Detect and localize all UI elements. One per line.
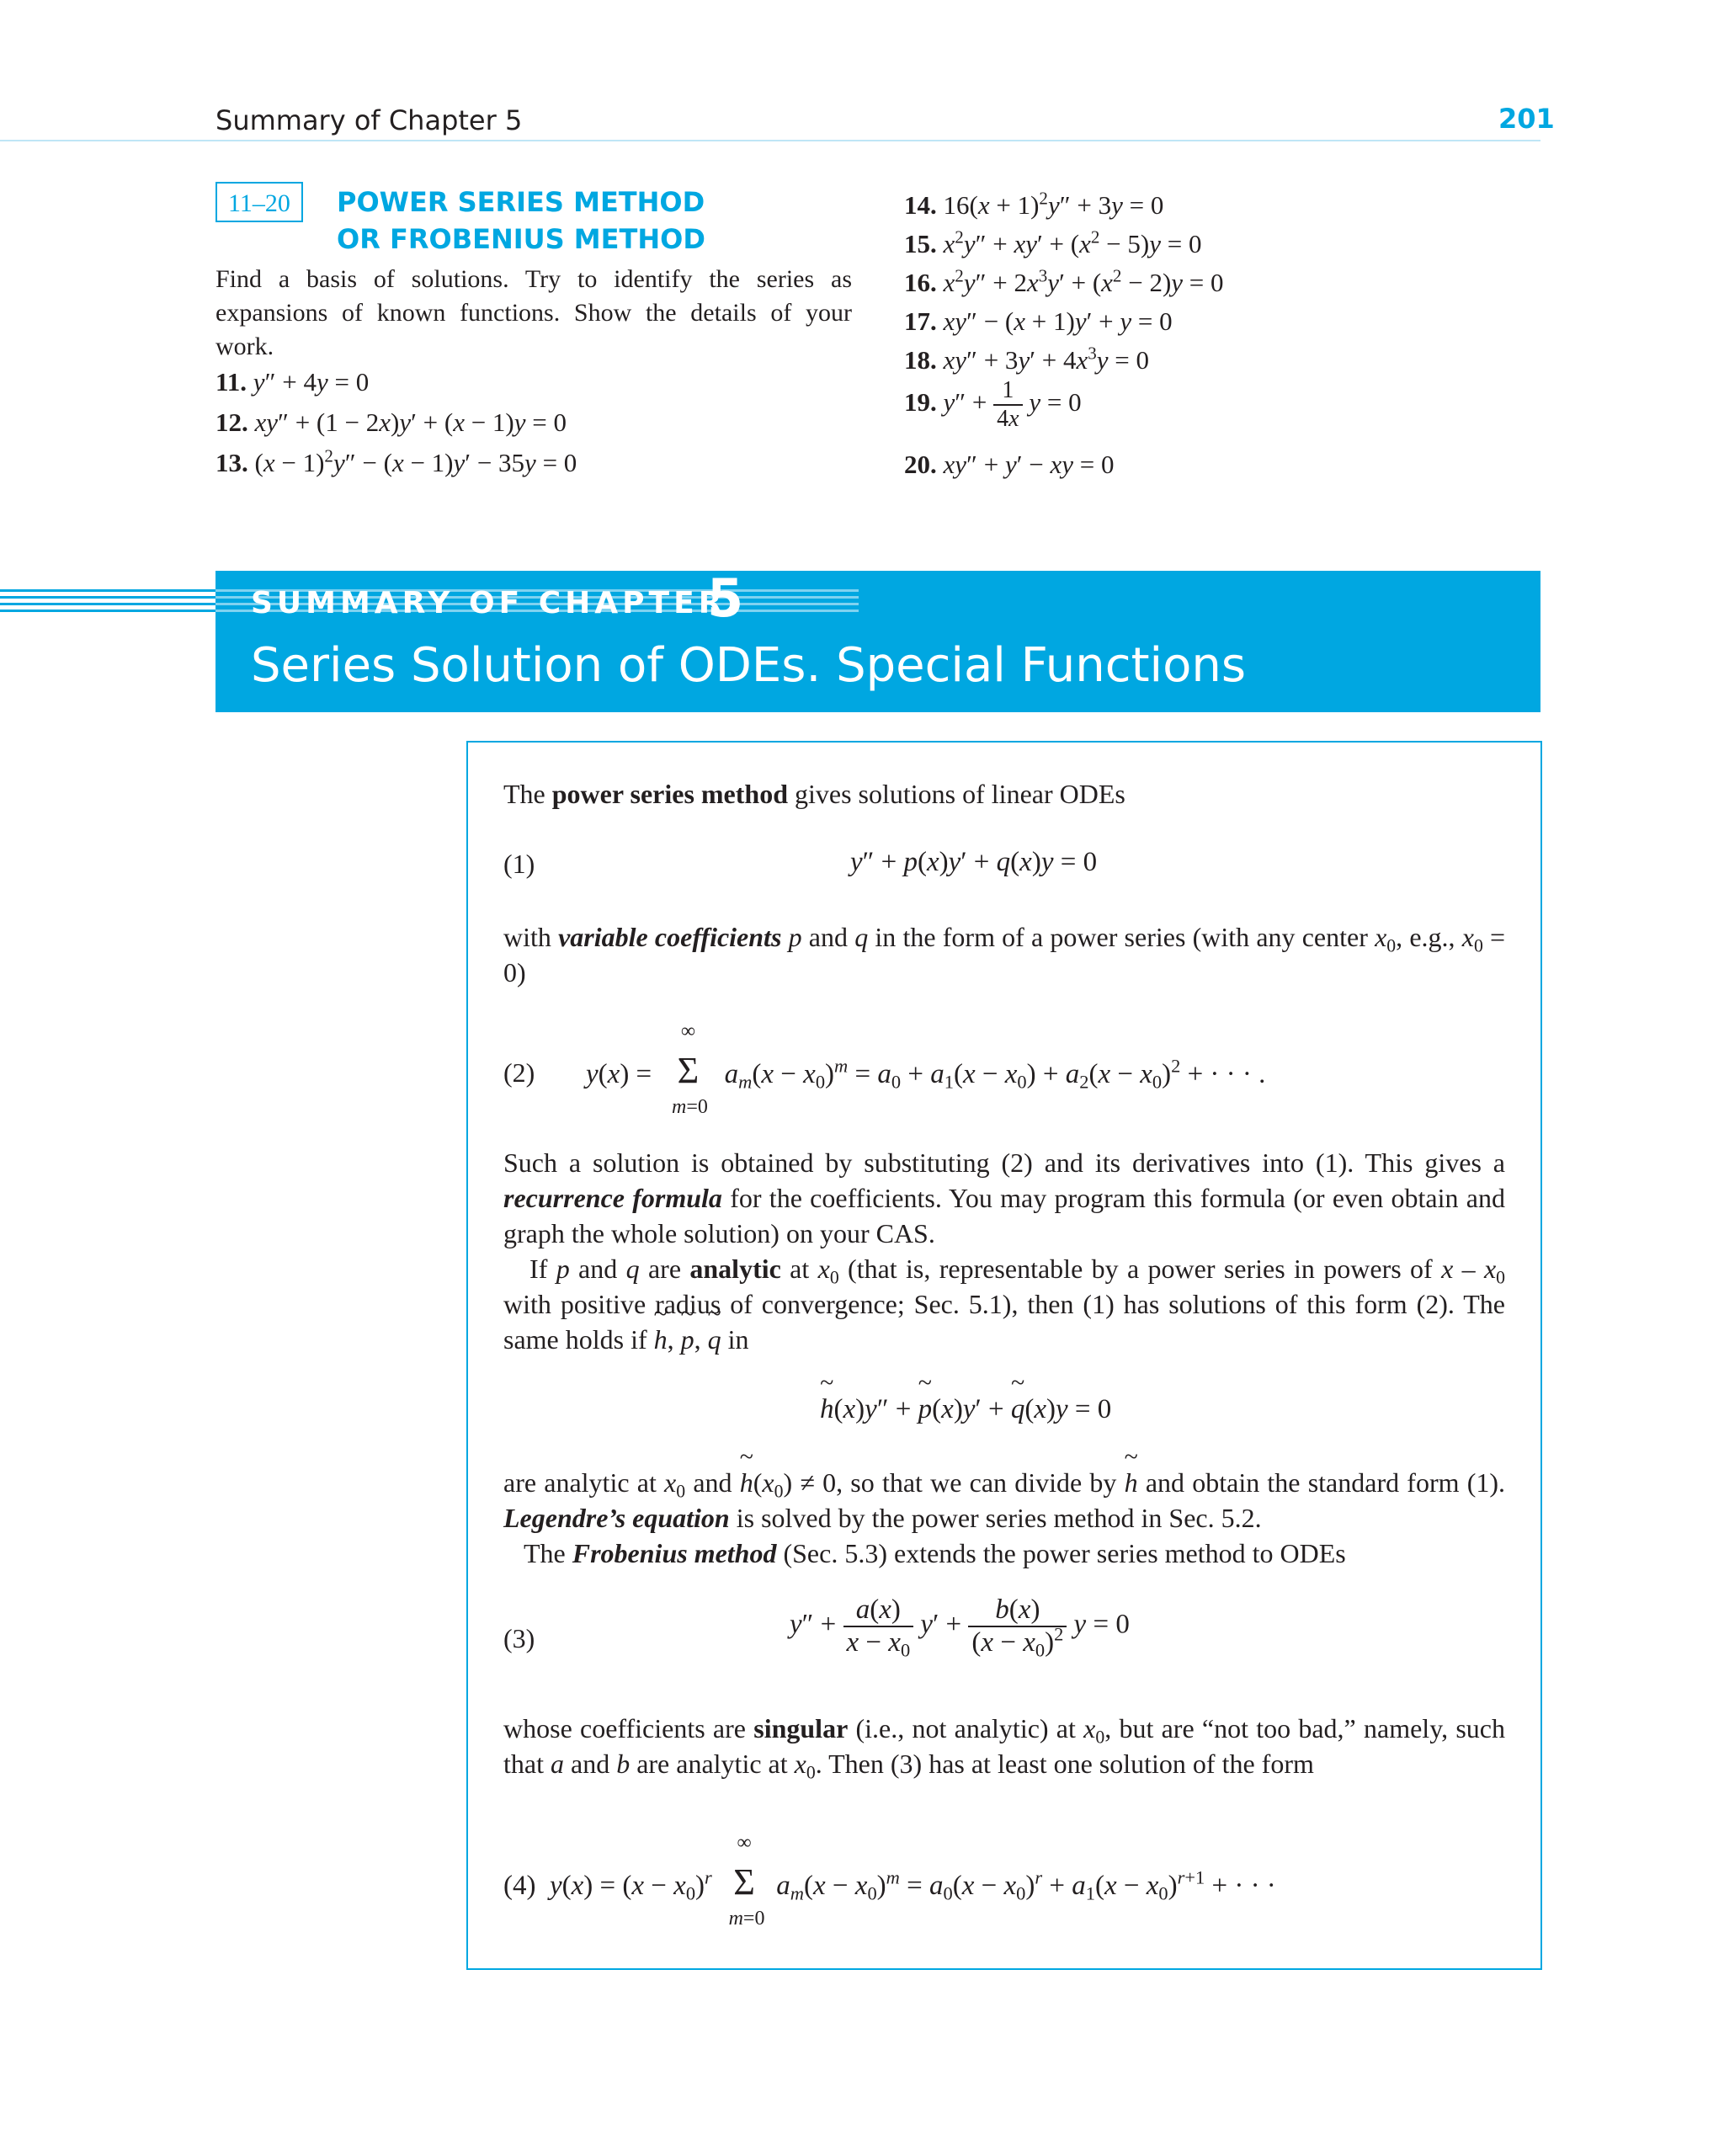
problem-19: 19. y″ + $\frac{1}{4x}$ y = 0 [904,377,1082,432]
legendre-paragraph: are analytic at $x_0$ and ~ $h(x_0) \ne 0$, so that we can divide by ~ h and obtain the standard form (1). Legendre’s equation is solved by the power series method in Sec. 5.2. The Frobenius method (Sec. 5.3) extends the power series method to ODEs [503,1465,1505,1571]
equation-4: (4) $y(x) = (x - x_0)^r$ ∞ Σ m=0 $a_m(x - x_0)^m = a_0(x - x_0)^r + a_1(x - x_0)^{r+1}$ + · · · [503,1832,1276,1930]
problem-heading-line1: POWER SERIES METHOD [337,186,705,218]
chapter-title: Series Solution of ODEs. Special Functions [251,638,1247,693]
singular-paragraph: whose coefficients are singular (i.e., not analytic) at $x_0$, but are “not too bad,” namely, such that a and b are analytic at $x_0$. Then (3) has at least one solution of the form [503,1713,1506,1783]
running-head: Summary of Chapter 5 [216,104,523,136]
eq4-label: (4) [503,1871,536,1901]
problem-heading-line2: OR FROBENIUS METHOD [337,223,705,255]
problem-16: 16. $x^2y'' + 2x^3y' + (x^2 - 2)y = 0$ [904,265,1224,297]
equation-tilde: ~ h(x)y″ + ~ p(x)y′ + ~ q(x)y = 0 [820,1394,1111,1425]
problem-12: 12. xy″ + (1 − 2x)y′ + (x − 1)y = 0 [216,407,567,437]
variable-coefficients-text: with variable coefficients p and q in the form of a power series (with any center $x_0$, e.g., $x_0 = 0$) [503,922,1506,988]
problem-range-box: 11–20 [216,182,303,222]
problem-15: 15. $x^2y'' + xy' + (x^2 - 5)y = 0$ [904,226,1202,258]
eq2-label: (2) [503,1057,535,1088]
problem-13: 13. $(x - 1)^2y'' - (x - 1)y' - 35y = 0$ [216,445,577,477]
eq3-label: (3) [503,1623,535,1653]
equation-3: y″ + $\frac{a(x)}{x - x_0}$ y′ + $\frac{b(x)}{(x - x_0)^2}$ y = 0 [790,1594,1130,1661]
page-number: 201 [1498,103,1555,135]
equation-2: y(x) = ∞ Σ m=0 $a_m(x - x_0)^m = a_0 + a_1(x - x_0) + a_2(x - x_0)^2$ + · · · . [586,1020,1266,1118]
problem-14: 14. $16(x + 1)^2y'' + 3y = 0$ [904,188,1164,220]
recurrence-paragraph: Such a solution is obtained by substituting (2) and its derivatives into (1). This gives a recurrence formula for the coefficients. You may program this formula (or even obtain and graph the whole solution) on your CAS. If p and q are analytic at $x_0$ (that is, representable by a power series in powers of x – $x_0$ with positive radius of convergence; Sec. 5.1), then (1) has solutions of this form (2). The same holds if ~ h, ~ p, ~ q in [503,1145,1505,1357]
problem-instructions: Find a basis of solutions. Try to identify the series as expansions of known functions. Show the details of your work. [216,265,852,360]
problem-11: 11. y″ + 4y = 0 [216,367,370,397]
problem-20: 20. xy″ + y′ − xy = 0 [904,450,1115,479]
problem-18: 18. $xy'' + 3y' + 4x^3y = 0$ [904,343,1150,375]
header-rule [0,140,1540,141]
problem-set-heading [337,184,705,258]
chapter-summary-label: SUMMARY OF CHAPTER [251,586,726,620]
problem-17: 17. xy″ − (x + 1)y′ + y = 0 [904,306,1173,336]
eq1-label: (1) [503,849,535,879]
equation-1: y″ + p(x)y′ + q(x)y = 0 [850,847,1098,877]
chapter-number: 5 [707,567,744,629]
summary-intro: The power series method gives solutions of linear ODEs [503,779,1125,809]
